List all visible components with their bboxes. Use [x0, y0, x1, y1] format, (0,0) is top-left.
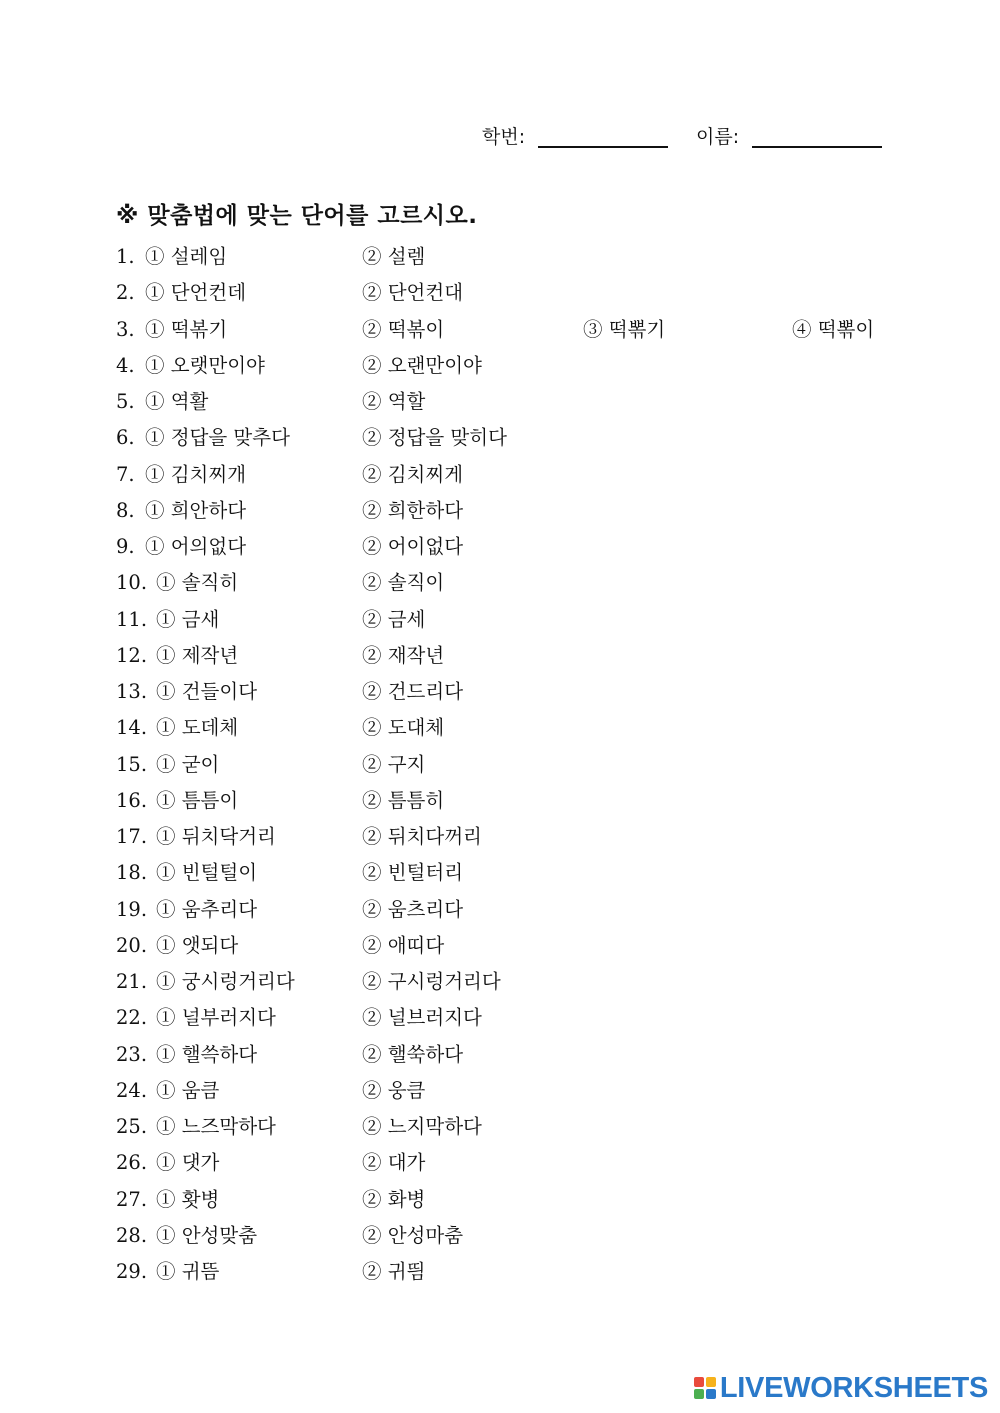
answer-option-1[interactable]: ① 제작년 [156, 643, 239, 667]
question-number: 9. [116, 535, 135, 558]
question-number: 25. [116, 1115, 148, 1138]
question-list [116, 240, 916, 1291]
question-number: 15. [116, 752, 148, 776]
answer-option-1[interactable]: ① 댓가 [156, 1151, 220, 1175]
answer-option-1[interactable]: ① 널부러지다 [156, 1006, 276, 1030]
question-number: 23. [116, 1042, 148, 1066]
answer-option-1[interactable]: ① 오랫만이야 [145, 353, 265, 377]
question-number: 22. [116, 1006, 148, 1030]
question-number: 26. [116, 1151, 148, 1175]
name-label: 이름: [696, 126, 740, 148]
question-number: 12. [116, 643, 148, 667]
question-number: 21. [116, 970, 148, 993]
answer-option-3[interactable]: ③ 떡뽂기 [583, 317, 666, 341]
answer-option-2[interactable]: ② 재작년 [362, 643, 445, 667]
question-number: 28. [116, 1223, 148, 1247]
question-row [116, 421, 916, 457]
answer-option-2[interactable]: ② 애띠다 [362, 933, 445, 957]
question-row [116, 494, 916, 530]
question-row [116, 349, 916, 385]
answer-option-2[interactable]: ② 도대체 [362, 716, 445, 740]
question-row [116, 240, 916, 276]
question-row [116, 639, 916, 675]
answer-option-1[interactable]: ① 솔직히 [156, 571, 239, 595]
question-row [116, 1219, 916, 1255]
answer-option-2[interactable]: ② 떡볶이 [362, 317, 445, 341]
answer-option-1[interactable]: ① 궁시렁거리다 [156, 970, 295, 993]
question-row [116, 711, 916, 747]
answer-option-1[interactable]: ① 앳되다 [156, 933, 239, 957]
answer-option-1[interactable]: ① 뒤치닥거리 [156, 825, 276, 848]
question-number: 16. [116, 788, 148, 812]
answer-option-1[interactable]: ① 귀뜸 [156, 1260, 220, 1283]
logo-square [706, 1377, 716, 1387]
answer-option-1[interactable]: ① 빈털털이 [156, 861, 258, 885]
question-row [116, 748, 916, 784]
answer-option-1[interactable]: ① 핼쓱하다 [156, 1042, 258, 1066]
question-number: 17. [116, 825, 148, 848]
answer-option-1[interactable]: ① 홧병 [156, 1187, 220, 1211]
question-row [116, 929, 916, 965]
answer-option-1[interactable]: ① 굳이 [156, 752, 220, 776]
question-number: 3. [116, 317, 135, 341]
question-number: 4. [116, 353, 135, 377]
answer-option-2[interactable]: ② 느지막하다 [362, 1115, 482, 1138]
answer-option-1[interactable]: ① 정답을 맞추다 [145, 426, 290, 450]
question-number: 20. [116, 933, 148, 957]
name-field[interactable] [752, 122, 882, 148]
question-row [116, 675, 916, 711]
answer-option-1[interactable]: ① 금새 [156, 607, 220, 631]
answer-option-2[interactable]: ② 설렘 [362, 245, 426, 268]
question-row [116, 820, 916, 856]
answer-option-2[interactable]: ② 뒤치다꺼리 [362, 825, 482, 848]
answer-option-2[interactable]: ② 어이없다 [362, 535, 464, 558]
question-number: 14. [116, 716, 148, 740]
question-number: 7. [116, 462, 135, 486]
question-row [116, 1001, 916, 1037]
answer-option-2[interactable]: ② 구지 [362, 752, 426, 776]
question-row [116, 1255, 916, 1291]
question-number: 18. [116, 861, 148, 885]
answer-option-1[interactable]: ① 느즈막하다 [156, 1115, 276, 1138]
student-id-label: 학번: [482, 126, 526, 148]
question-number: 6. [116, 426, 135, 450]
question-row [116, 566, 916, 602]
answer-option-1[interactable]: ① 김치찌개 [145, 462, 247, 486]
logo-square [706, 1389, 716, 1399]
answer-option-2[interactable]: ② 틈틈히 [362, 788, 445, 812]
answer-option-2[interactable]: ② 웅큼 [362, 1078, 426, 1102]
answer-option-2[interactable]: ② 정답을 맞히다 [362, 426, 507, 450]
question-number: 11. [116, 607, 148, 631]
question-number: 10. [116, 571, 148, 595]
brand-logo [694, 1372, 988, 1404]
liveworksheets-logo-icon [694, 1377, 716, 1399]
answer-option-2[interactable]: ② 귀띔 [362, 1260, 426, 1283]
question-number: 29. [116, 1260, 148, 1283]
answer-option-1[interactable]: ① 움큼 [156, 1078, 220, 1102]
question-number: 2. [116, 281, 135, 305]
question-row [116, 1110, 916, 1146]
question-number: 13. [116, 680, 148, 703]
student-id-field[interactable] [538, 122, 668, 148]
answer-option-2[interactable]: ② 널브러지다 [362, 1006, 482, 1030]
question-row [116, 893, 916, 929]
question-row [116, 784, 916, 820]
answer-option-1[interactable]: ① 역활 [145, 390, 209, 413]
question-row [116, 1146, 916, 1182]
question-number: 1. [116, 245, 135, 268]
answer-option-1[interactable]: ① 떡볶기 [145, 317, 228, 341]
logo-square [694, 1377, 704, 1387]
answer-option-2[interactable]: ② 금세 [362, 607, 426, 631]
student-info [482, 122, 902, 152]
answer-option-2[interactable]: ② 오랜만이야 [362, 353, 482, 377]
question-number: 27. [116, 1187, 148, 1211]
answer-option-2[interactable]: ② 솔직이 [362, 571, 445, 595]
question-row [116, 276, 916, 312]
answer-option-1[interactable]: ① 희안하다 [145, 498, 247, 522]
instruction: ※ 맞춤법에 맞는 단어를 고르시오. [116, 203, 478, 229]
answer-option-2[interactable]: ② 역할 [362, 390, 426, 413]
answer-option-2[interactable]: ② 희한하다 [362, 498, 464, 522]
answer-option-1[interactable]: ① 설레임 [145, 245, 228, 268]
question-row [116, 965, 916, 1001]
question-row [116, 458, 916, 494]
question-row [116, 530, 916, 566]
question-row [116, 1038, 916, 1074]
question-row [116, 385, 916, 421]
answer-option-1[interactable]: ① 움추리다 [156, 897, 258, 921]
answer-option-2[interactable]: ② 김치찌게 [362, 462, 464, 486]
answer-option-2[interactable]: ② 핼쑥하다 [362, 1042, 464, 1066]
logo-square [694, 1389, 704, 1399]
question-row [116, 313, 916, 349]
answer-option-1[interactable]: ① 틈틈이 [156, 788, 239, 812]
brand-name: LIVEWORKSHEETS [719, 1371, 988, 1404]
answer-option-1[interactable]: ① 건들이다 [156, 680, 258, 703]
answer-option-1[interactable]: ① 안성맞춤 [156, 1223, 258, 1247]
answer-option-1[interactable]: ① 어의없다 [145, 535, 247, 558]
question-row [116, 1183, 916, 1219]
question-number: 19. [116, 897, 148, 921]
answer-option-2[interactable]: ② 건드리다 [362, 680, 464, 703]
answer-option-2[interactable]: ② 대가 [362, 1151, 426, 1175]
answer-option-4[interactable]: ④ 떡뽂이 [792, 317, 875, 341]
question-row [116, 856, 916, 892]
question-number: 5. [116, 390, 135, 413]
answer-option-2[interactable]: ② 빈털터리 [362, 861, 464, 885]
answer-option-2[interactable]: ② 단언컨대 [362, 281, 464, 305]
answer-option-2[interactable]: ② 구시렁거리다 [362, 970, 501, 993]
answer-option-2[interactable]: ② 움츠리다 [362, 897, 464, 921]
answer-option-2[interactable]: ② 화병 [362, 1187, 426, 1211]
answer-option-2[interactable]: ② 안성마춤 [362, 1223, 464, 1247]
answer-option-1[interactable]: ① 단언컨데 [145, 281, 247, 305]
question-number: 8. [116, 498, 135, 522]
question-number: 24. [116, 1078, 148, 1102]
question-row [116, 603, 916, 639]
answer-option-1[interactable]: ① 도데체 [156, 716, 239, 740]
question-row [116, 1074, 916, 1110]
